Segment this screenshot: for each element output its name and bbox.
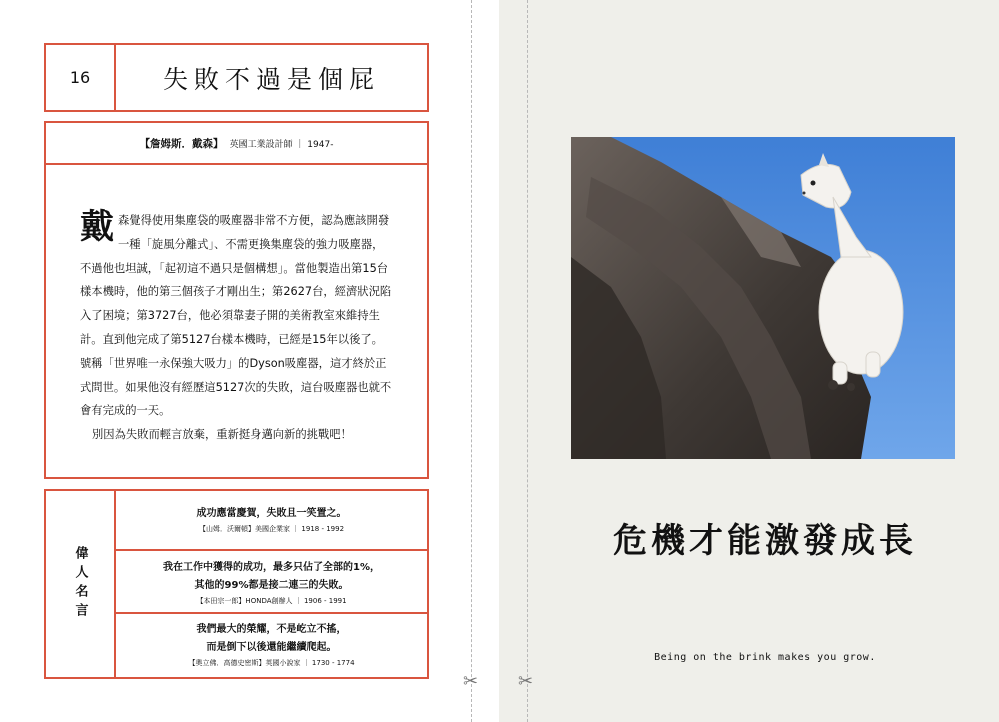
quote-text: 成功應當慶賀，失敗且一笑置之。 <box>196 508 347 519</box>
goat-photo <box>571 137 955 459</box>
bio-text <box>80 209 393 447</box>
quotes-label: 偉人名言 <box>72 546 88 622</box>
headline: 危機才能激發成長 <box>613 521 917 561</box>
quote-item <box>116 559 427 608</box>
biography-box <box>44 121 429 479</box>
bio-paragraph-1: 森覺得使用集塵袋的吸塵器非常不方便，認為應該開發一種「旋風分離式」、不需更換集塵袋的強力吸塵器，不過他也坦誠，「起初這不過只是個構想」。當他製造出第15台樣本機時，他的第三個孩子才剛出生；第2627台，經濟狀況陷入了困境；第3727台，他必須靠妻子開的美術教室來維持生計。直到他完成了第5127台樣本機時，已經是15年以後了。號稱「世界唯一永保強大吸力」的Dyson吸塵器，這才終於正式問世。如果他沒有經歷這5127次的失敗，這台吸塵器也就不會有完成的一天。 <box>80 214 392 418</box>
quote-text: 其他的99%都是接二連三的失敗。 <box>194 580 349 591</box>
quote-attribution: 【山姆．沃爾頓】美國企業家 ｜ 1918 - 1992 <box>198 525 345 533</box>
bio-header <box>46 123 427 165</box>
scissors-icon: ✂ <box>518 671 534 692</box>
cut-line-right <box>527 0 528 722</box>
quote-text: 而是倒下以後還能繼續爬起。 <box>206 642 337 653</box>
scissors-icon: ✂ <box>463 671 479 692</box>
cut-line-left <box>471 0 472 722</box>
quote-divider <box>116 612 427 614</box>
drop-cap: 戴 <box>80 207 114 247</box>
title-box <box>44 43 429 112</box>
quotes-box <box>44 489 429 679</box>
goat-on-cliff-illustration <box>571 137 955 459</box>
page-title: 失敗不過是個屁 <box>162 64 380 94</box>
quotes-label-cell <box>46 491 116 677</box>
quote-attribution: 【本田宗一郎】HONDA創辦人 ｜ 1906 - 1991 <box>196 597 347 605</box>
bio-name: 【詹姆斯．戴森】 <box>139 137 224 150</box>
english-subline: Being on the brink makes you grow. <box>654 652 876 663</box>
quote-text: 我在工作中獲得的成功，最多只佔了全部的1%， <box>163 562 380 573</box>
quote-divider <box>116 549 427 551</box>
quote-item <box>116 505 427 536</box>
bio-role: 英國工業設計師 ｜ 1947- <box>229 139 334 150</box>
page-number: 16 <box>46 45 116 110</box>
bio-paragraph-2: 別因為失敗而輕言放棄，重新挺身邁向新的挑戰吧！ <box>92 428 352 442</box>
quote-attribution: 【奧立佛．高德史密斯】英國小說家 ｜ 1730 - 1774 <box>188 659 355 667</box>
quote-text: 我們最大的榮耀，不是屹立不搖， <box>196 624 347 635</box>
quote-item <box>116 621 427 670</box>
